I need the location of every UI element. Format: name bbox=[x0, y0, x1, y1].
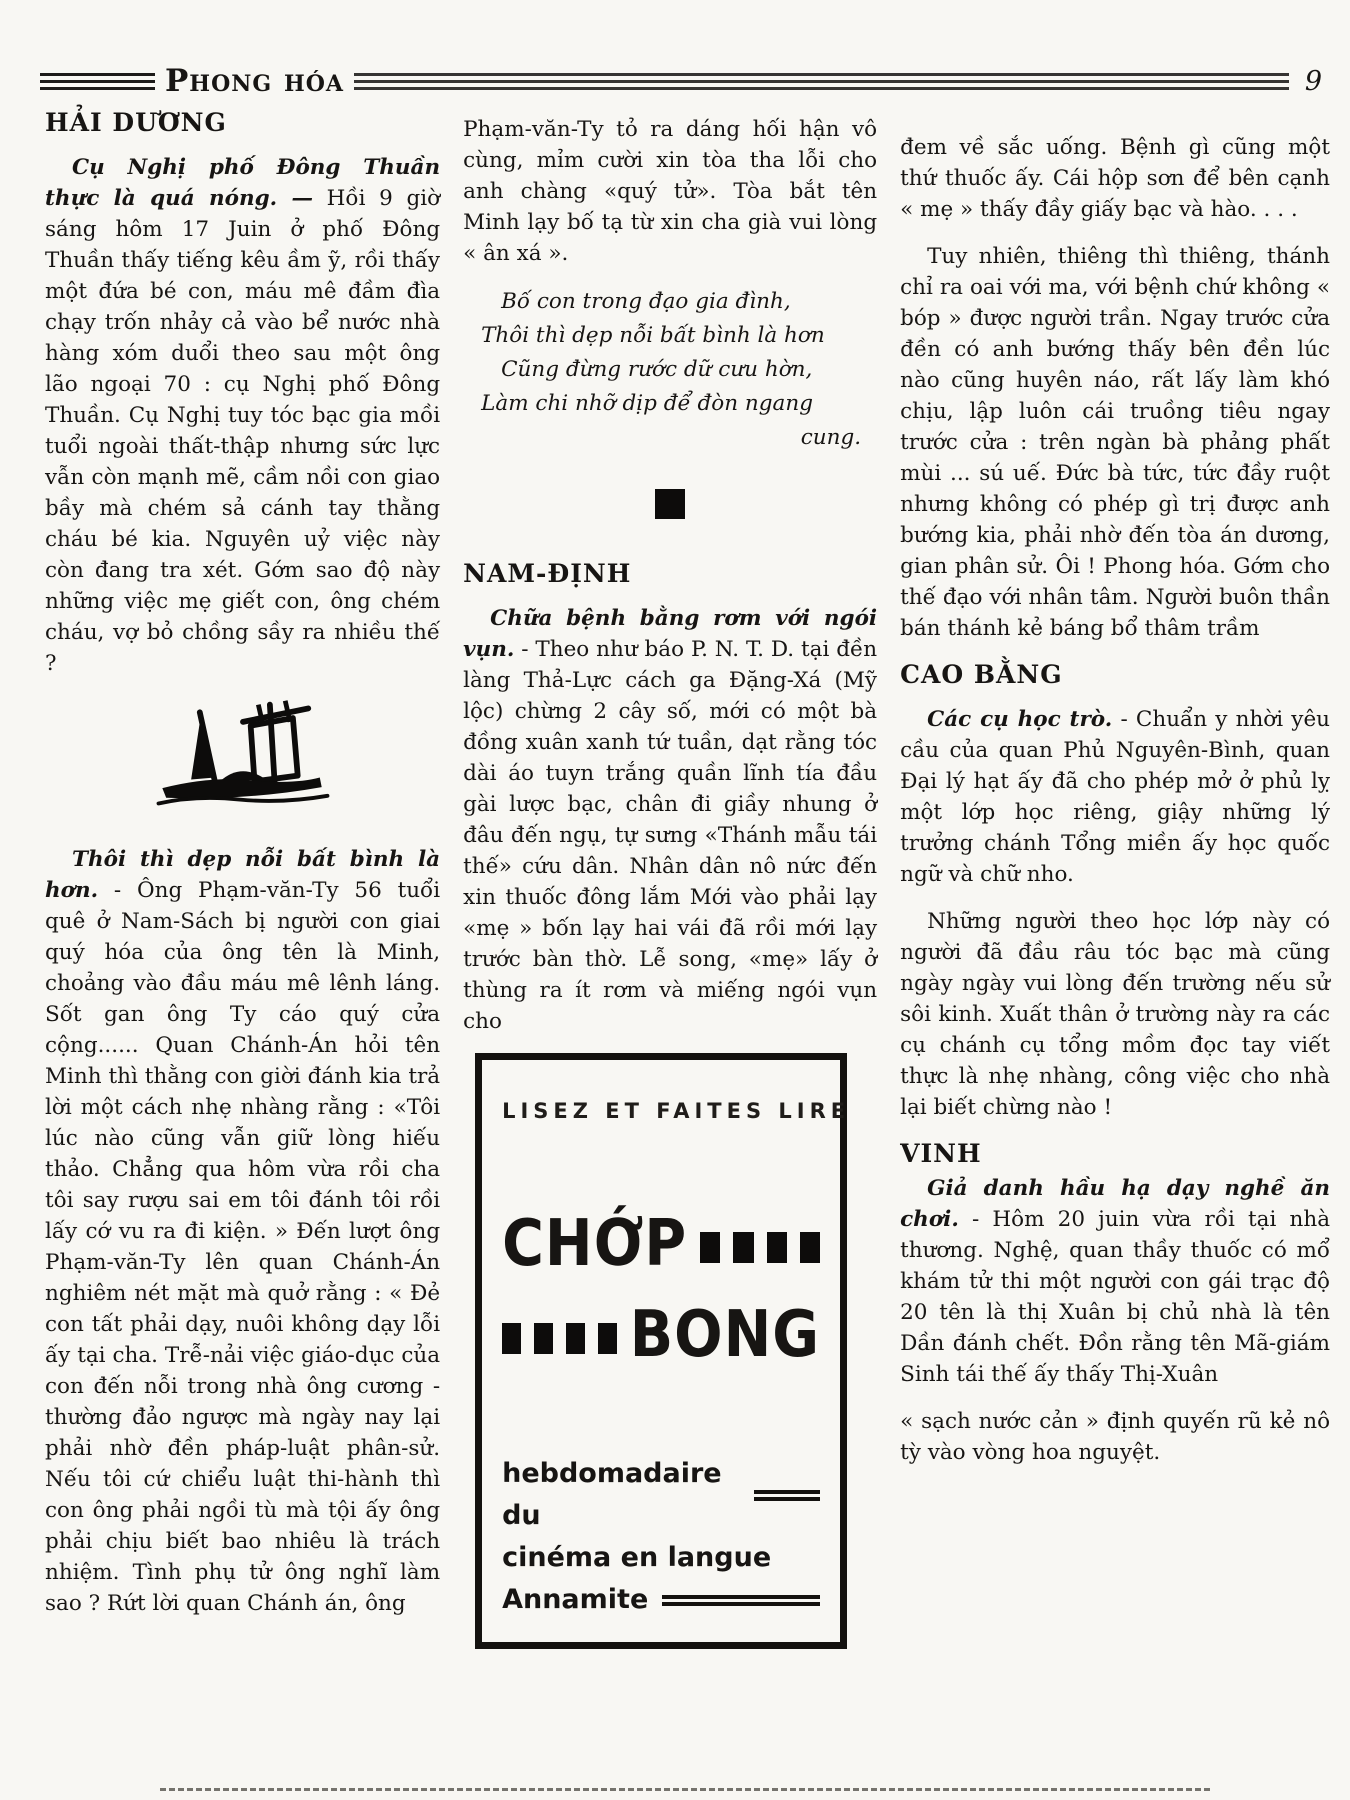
double-rule-icon bbox=[662, 1595, 820, 1606]
verse bbox=[463, 285, 877, 455]
ad-subtitle-line: cinéma en langue bbox=[502, 1542, 772, 1573]
black-square-icon bbox=[598, 1323, 617, 1354]
story-lead: Các cụ học trò. bbox=[927, 707, 1113, 732]
boat-illustration bbox=[45, 695, 440, 824]
column-2 bbox=[463, 108, 877, 1770]
section-heading-namdinh: NAM-ĐỊNH bbox=[463, 559, 632, 588]
haiduong-story-1 bbox=[45, 152, 440, 679]
haiduong-story-2 bbox=[45, 844, 440, 1619]
masthead-left-rules bbox=[40, 73, 155, 90]
verse-line: Bố con trong đạo gia đình, bbox=[501, 289, 791, 314]
black-square-icon bbox=[767, 1232, 787, 1263]
vinh-last-line: « sạch nước cản » định quyến rũ kẻ nô tỳ vào vòng hoa nguyệt. bbox=[900, 1409, 1331, 1465]
boat-sketch-icon bbox=[135, 695, 350, 815]
square-divider-icon bbox=[655, 489, 685, 519]
story-body: - Chuẩn y nhời yêu cầu của quan Phủ Nguyên-Bình, quan Đại lý hạt ấy đã cho phép mở ở phủ lỵ một lớp học riêng, giậy những lý trưởng chánh Tổng miền ấy học quốc ngữ và chữ nho. bbox=[900, 707, 1331, 887]
story-body: Hồi 9 giờ sáng hôm 17 Juin ở phố Đông Thuần thấy tiếng kêu ầm ỹ, rồi thấy một đứa bé con, máu mê đầm đìa chạy trốn nhảy cả vào bể nước nhà hàng xóm duổi theo sau một ông lão ngoại 70 : cụ Nghị phố Đông Thuần. Cụ Nghị tuy tóc bạc gia mồi tuổi ngoài thất-thập nhưng sức lực vẫn còn mạnh mẽ, cầm nồi con giao bầy mà chém sả cánh tay thằng cháu bé kia. Nguyên uỷ việc này còn đang tra xét. Gớm sao độ này những việc mẹ giết con, ông chém cháu, vợ bỏ chồng sầy ra nhiều thế ? bbox=[45, 186, 441, 676]
ad-subtitle-line: hebdomadaire du bbox=[502, 1458, 722, 1531]
black-square-icon bbox=[700, 1232, 720, 1263]
vinh-story bbox=[900, 1173, 1330, 1390]
black-square-icon bbox=[800, 1232, 820, 1263]
black-square-icon bbox=[733, 1232, 753, 1263]
ad-subtitle bbox=[502, 1453, 820, 1621]
double-rule-icon bbox=[754, 1490, 820, 1501]
verse-line: Thôi thì dẹp nỗi bất bình là hơn bbox=[481, 323, 825, 348]
column-1 bbox=[45, 108, 440, 1770]
black-square-icon bbox=[566, 1323, 585, 1354]
story-lead: Thôi thì dẹp nỗi bất bình là hơn. bbox=[45, 847, 441, 903]
story-lead: Cụ Nghị phố Đông Thuần thực là quá nóng. — bbox=[45, 155, 441, 211]
story-lead: Giả danh hầu hạ dạy nghề ăn chơi. bbox=[900, 1176, 1331, 1232]
page-number: 9 bbox=[1304, 66, 1322, 97]
verse-line: Cũng đừng rước dữ cưu hờn, bbox=[501, 357, 813, 382]
column-layout bbox=[45, 108, 1330, 1770]
verse-line: cung. bbox=[800, 425, 862, 450]
masthead bbox=[40, 63, 1322, 99]
masthead-right-rules bbox=[354, 73, 1289, 90]
ad-word-chop: CHỚP bbox=[502, 1206, 688, 1281]
chop-bong-advertisement bbox=[475, 1053, 851, 1649]
black-square-icon bbox=[534, 1323, 553, 1354]
section-heading-caobang: CAO BẰNG bbox=[900, 660, 1063, 689]
ad-title-line-2 bbox=[502, 1297, 821, 1372]
story-2-continuation: Phạm-văn-Ty tỏ ra dáng hối hận vô cùng, mỉm cười xin tòa tha lỗi cho anh chàng «quý tử». Tòa bắt tên Minh lạy bố tạ từ xin cha già vui lòng « ân xá ». bbox=[463, 117, 878, 266]
caobang-story bbox=[900, 704, 1330, 890]
column-3 bbox=[900, 108, 1330, 1770]
section-heading-haiduong: HẢI DƯƠNG bbox=[45, 108, 227, 137]
namdinh-story bbox=[463, 603, 877, 1037]
story-lead: Chữa bệnh bằng rơm với ngói vụn. bbox=[463, 606, 878, 662]
ad-tagline: LISEZ ET FAITES LIRE bbox=[502, 1099, 851, 1123]
bottom-dashed-rule bbox=[160, 1788, 1210, 1791]
story-body: - Theo như báo P. N. T. D. tại đền làng Thả-Lực cách ga Đặng-Xá (Mỹ lộc) chừng 2 cây số, mới có một bà đồng xuân xanh tứ tuần, dạt rằng tóc dài áo tuyn trắng quần lĩnh tía đầu gài lược bạc, chân đi giầy nhung ở đâu đến ngụ, tự sưng «Thánh mẫu tái thế» cứu dân. Nhân dân nô nức đến xin thuốc đông lắm Mới vào phải lạy «mẹ » bốn lạy hai vái đã rồi mới lạy trước bàn thờ. Lễ song, «mẹ» lấy ở thùng ra ít rơm và miếng ngói vụn cho bbox=[463, 637, 878, 1034]
black-square-icon bbox=[502, 1323, 521, 1354]
namdinh-paragraph-2: Tuy nhiên, thiêng thì thiêng, thánh chỉ ra oai với ma, với bệnh chứ không « bóp » được người trần. Ngay trước cửa đền có anh bướng thấy bên đền lúc nào cũng huyên náo, rất lấy làm khó chịu, lập luôn cái truồng tiêu ngay trước cửa : trên ngàn bà phảng phất mùi ... sú uế. Đức bà tức, tức đầy ruột nhưng không có phép gì trị được anh bướng kia, phải nhờ đến tòa án dương, gian phân sử. Ôi ! Phong hóa. Gớm cho thế đạo với nhân tâm. Người buôn thần bán thánh kẻ báng bổ thâm trầm bbox=[900, 244, 1331, 641]
ad-subtitle-line: Annamite bbox=[502, 1584, 649, 1615]
story-body: - Hôm 20 juin vừa rồi tại nhà thương. Nghệ, quan thầy thuốc có mổ khám tử thi một người con gái trạc độ 20 tên là thị Xuân bị chủ nhà là tên Dần đánh chết. Đồn rằng tên Mã-giám Sinh tái thế ấy thấy Thị-Xuân bbox=[900, 1207, 1331, 1387]
newspaper-title: Phong hóa bbox=[165, 63, 344, 99]
namdinh-continuation: đem về sắc uống. Bệnh gì cũng một thứ thuốc ấy. Cái hộp sơn để bên cạnh « mẹ » thấy đầy giấy bạc và hào. . . . bbox=[900, 135, 1331, 222]
ad-word-bong: BONG bbox=[629, 1297, 821, 1372]
verse-line: Làm chi nhỡ dịp để đòn ngang bbox=[481, 391, 813, 416]
section-heading-vinh: VINH bbox=[900, 1139, 982, 1168]
caobang-paragraph-2: Những người theo học lớp này có người đã đầu râu tóc bạc mà cũng ngày ngày vui lòng đến trường nếu sử sôi kinh. Xuất thân ở trường này ra các cụ chánh cụ tổng mồm đọc tay viết thực là nhẹ nhàng, công việc cho nhà lại biết chừng nào ! bbox=[900, 909, 1331, 1120]
ad-title-line-1 bbox=[502, 1206, 820, 1281]
story-body: - Ông Phạm-văn-Ty 56 tuổi quê ở Nam-Sách bị người con giai quý hóa của ông tên là Minh, choảng vào đầu máu mê lênh láng. Sốt gan ông Ty cáo quý cửa cộng...... Quan Chánh-Án hỏi tên Minh thì thằng con giời đánh kia trả lời một cách nhẹ nhàng rằng : «Tôi lúc nào cũng vẫn giữ lòng hiếu thảo. Chẳng qua hôm vừa rồi cha tôi say rượu sai em tôi đánh tôi rồi lấy cớ vu ra đi kiện. » Đến lượt ông Phạm-văn-Ty lên quan Chánh-Án nghiêm nét mặt mà quở rằng : « Đẻ con tất phải dạy, nuôi không dạy lỗi ấy tại cha. Trễ-nải việc giáo-dục của con đến nỗi trong nhà ông cương - thường đảo ngược mà ngày nay lại phải nhờ đền pháp-luật phân-sử. Nếu tôi cứ chiểu luật thi-hành thì con ông phải ngồi tù mà tội ấy ông phải chịu biết bao nhiêu là trách nhiệm. Tình phụ tử ông nghĩ làm sao ? Rứt lời quan Chánh án, ông bbox=[45, 878, 441, 1616]
